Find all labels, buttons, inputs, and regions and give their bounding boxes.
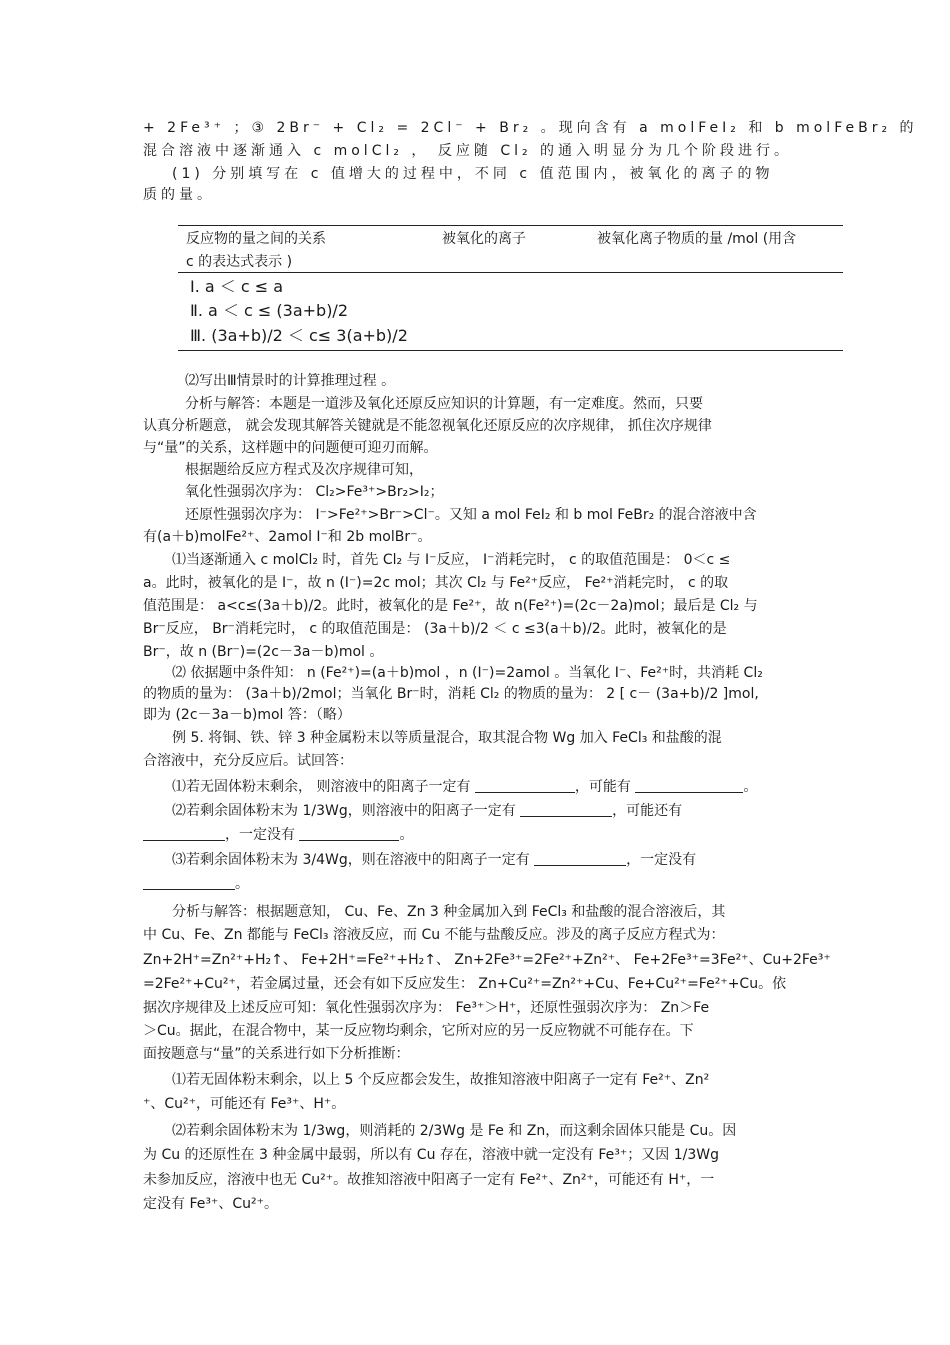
solution-line: 分析与解答：根据题意知， Cu、Fe、Zn 3 种金属加入到 FeCl₃ 和盐酸的混合溶液后，其 [172, 904, 726, 920]
intro-line-3: (1) 分别填写在 c 值增大的过程中，不同 c 值范围内，被氧化的离子的物 [172, 166, 774, 182]
solution-line: 为 Cu 的还原性在 3 种金属中最弱，所以有 Cu 存在，溶液中就一定没有 Fe³⁺；又因 1/3Wg [143, 1147, 719, 1163]
analysis-line: 有(a＋b)molFe²⁺、2amol I⁻和 2b molBr⁻。 [143, 529, 432, 545]
table-header-relation: 反应物的量之间的关系 [186, 231, 326, 247]
table-row: Ⅰ. a ＜ c ≤ a [190, 277, 284, 296]
table-bottom-rule [178, 350, 843, 351]
intro-line-4: 质的量。 [143, 187, 215, 203]
solution-line: ⑴若无固体粉末剩余，以上 5 个反应都会发生，故推知溶液中阳离子一定有 Fe²⁺、Zn² [172, 1072, 710, 1088]
solution-line: ⁺、Cu²⁺，可能还有 Fe³⁺、H⁺。 [143, 1096, 346, 1112]
solution-line: =2Fe²⁺+Cu²⁺，若金属过量，还会有如下反应发生： Zn+Cu²⁺=Zn²⁺+Cu、Fe+Cu²⁺=Fe²⁺+Cu。依 [143, 976, 787, 992]
example-question-3-cont: 。 [143, 874, 811, 894]
analysis-line: 值范围是： a<c≤(3a＋b)/2。此时，被氧化的是 Fe²⁺，故 n(Fe²⁺)=(2c－2a)mol；最后是 Cl₂ 与 [143, 598, 758, 614]
answer-blank[interactable] [475, 778, 575, 793]
example-5-line: 例 5. 将铜、铁、锌 3 种金属粉末以等质量混合，取其混合物 Wg 加入 FeCl₃ 和盐酸的混 [172, 730, 722, 746]
example-question-1: ⑴若无固体粉末剩余， 则溶液中的阳离子一定有 ，可能有 。 [172, 779, 758, 795]
analysis-line: 与“量”的关系，这样题中的问题便可迎刃而解。 [143, 440, 438, 456]
table-header-amount-cont: c 的表达式表示 ) [186, 254, 293, 270]
table-row: Ⅲ. (3a+b)/2 ＜ c≤ 3(a+b)/2 [190, 326, 408, 345]
example-question-2-cont: ，一定没有 。 [143, 825, 811, 845]
table-row: Ⅱ. a ＜ c ≤ (3a+b)/2 [190, 301, 349, 320]
answer-blank[interactable] [143, 875, 235, 890]
intro-line-2: 混合溶液中逐渐通入 c molCl₂ ， 反应随 Cl₂ 的通入明显分为几个阶段进行。 [143, 143, 793, 159]
analysis-line: 即为 (2c－3a－b)mol 答：（略） [143, 707, 351, 723]
analysis-line: 认真分析题意， 就会发现其解答关键就是不能忽视氧化还原反应的次序规律， 抓住次序规律 [143, 418, 712, 434]
table-header-ion: 被氧化的离子 [442, 231, 526, 247]
example-5-line: 合溶液中，充分反应后。试回答： [143, 753, 353, 769]
analysis-line: 根据题给反应方程式及次序规律可知， [185, 462, 423, 478]
solution-line: 未参加反应，溶液中也无 Cu²⁺。故推知溶液中阳离子一定有 Fe²⁺、Zn²⁺，可能还有 H⁺，一 [143, 1172, 715, 1188]
answer-blank[interactable] [520, 802, 612, 817]
solution-line: 面按题意与“量”的关系进行如下分析推断： [143, 1046, 410, 1062]
solution-line: 中 Cu、Fe、Zn 都能与 FeCl₃ 溶液反应，而 Cu 不能与盐酸反应。涉及的离子反应方程式为： [143, 927, 725, 943]
solution-line: ＞Cu。据此，在混合物中，某一反应物均剩余，它所对应的另一反应物就不可能存在。下 [143, 1023, 694, 1039]
table-header-amount: 被氧化离子物质的量 /mol (用含 [597, 231, 797, 247]
example-question-3: ⑶若剩余固体粉末为 3/4Wg，则在溶液中的阳离子一定有 ，一定没有 [172, 852, 697, 868]
analysis-line: 的物质的量为： (3a＋b)/2mol；当氧化 Br⁻时，消耗 Cl₂ 的物质的量为： 2 [ c－ (3a+b)/2 ]mol, [143, 686, 759, 702]
table-header-rule [178, 272, 843, 273]
analysis-line: 分析与解答：本题是一道涉及氧化还原反应知识的计算题，有一定难度。然而，只要 [185, 396, 703, 412]
table-top-rule [178, 225, 843, 226]
solution-line: 定没有 Fe³⁺、Cu²⁺。 [143, 1196, 279, 1212]
answer-blank[interactable] [143, 826, 225, 841]
analysis-line: 还原性强弱次序为： I⁻>Fe²⁺>Br⁻>Cl⁻。又知 a mol FeI₂ 和 b mol FeBr₂ 的混合溶液中含 [185, 507, 757, 523]
example-question-2: ⑵若剩余固体粉末为 1/3Wg，则溶液中的阳离子一定有 ，可能还有 [172, 803, 683, 819]
solution-line: Zn+2H⁺=Zn²⁺+H₂↑、 Fe+2H⁺=Fe²⁺+H₂↑、 Zn+2Fe³⁺=2Fe²⁺+Zn²⁺、 Fe+2Fe³⁺=3Fe²⁺、Cu+2Fe³⁺ [143, 952, 831, 968]
question-2: ⑵写出Ⅲ情景时的计算推理过程 。 [185, 373, 396, 389]
answer-blank[interactable] [299, 826, 399, 841]
answer-blank[interactable] [534, 851, 626, 866]
analysis-line: Br⁻反应， Br⁻消耗完时， c 的取值范围是： (3a＋b)/2 ＜ c ≤3(a＋b)/2。此时，被氧化的是 [143, 621, 727, 637]
analysis-line: a。此时，被氧化的是 I⁻，故 n (I⁻)=2c mol；其次 Cl₂ 与 Fe²⁺反应， Fe²⁺消耗完时， c 的取 [143, 575, 729, 591]
analysis-line: Br⁻，故 n (Br⁻)=(2c－3a－b)mol 。 [143, 644, 384, 660]
solution-line: ⑵若剩余固体粉末为 1/3wg，则消耗的 2/3Wg 是 Fe 和 Zn，而这剩余固体只能是 Cu。因 [172, 1123, 737, 1139]
analysis-line: ⑵ 依据题中条件知： n (Fe²⁺)=(a＋b)mol ，n (I⁻)=2amol 。当氧化 I⁻、Fe²⁺时，共消耗 Cl₂ [172, 665, 763, 681]
intro-line-1: + 2Fe³⁺ ；③ 2Br⁻ + Cl₂ = 2Cl⁻ + Br₂ 。现向含有 a molFeI₂ 和 b molFeBr₂ 的 [143, 120, 918, 136]
analysis-line: ⑴当逐渐通入 c molCl₂ 时，首先 Cl₂ 与 I⁻反应， I⁻消耗完时， c 的取值范围是： 0＜c ≤ [172, 552, 731, 568]
analysis-line: 氧化性强弱次序为： Cl₂>Fe³⁺>Br₂>I₂； [185, 484, 444, 500]
answer-blank[interactable] [635, 778, 743, 793]
solution-line: 据次序规律及上述反应可知：氧化性强弱次序为： Fe³⁺＞H⁺，还原性强弱次序为： Zn＞Fe [143, 1000, 710, 1016]
